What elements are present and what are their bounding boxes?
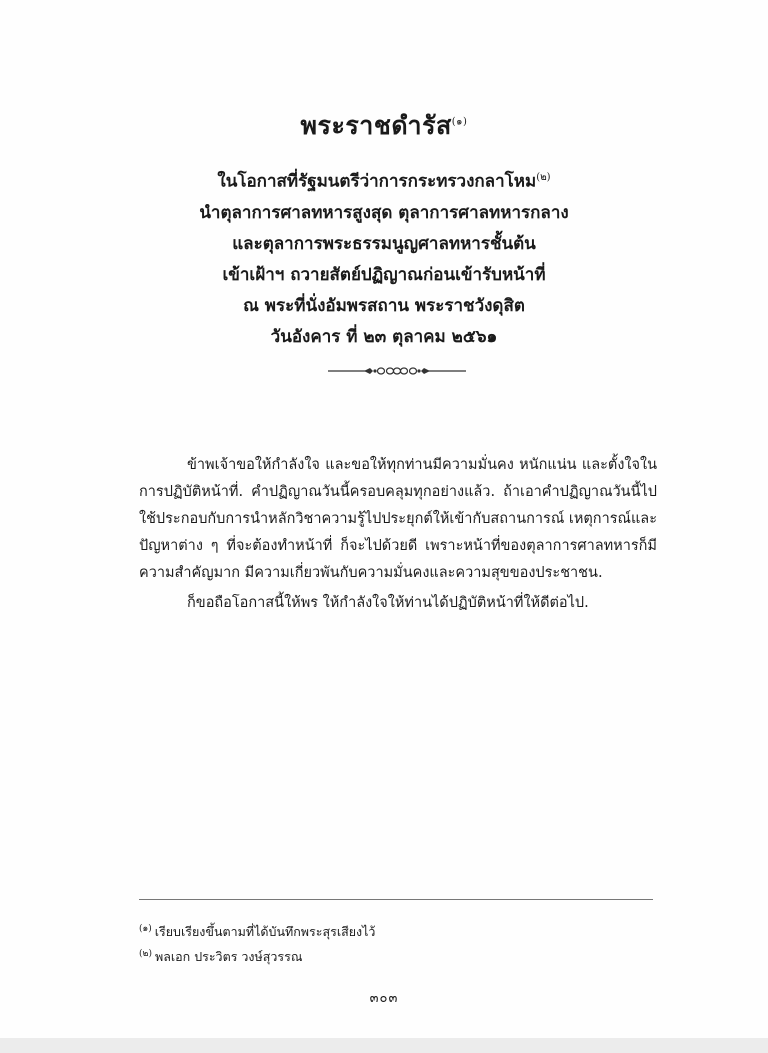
footnote-1-text: เรียบเรียงขึ้นตามที่ได้บันทึกพระสุรเสียงไว้: [154, 924, 376, 940]
speech-paragraph-1: ข้าพเจ้าขอให้กำลังใจ และขอให้ทุกท่านมีความมั่นคง หนักแน่น และตั้งใจในการปฏิบัติหน้าที่. คำปฏิญาณวันนี้ครอบคลุมทุกอย่างแล้ว. ถ้าเอาคำปฏิญาณวันนี้ไปใช้ประกอบกับการนำหลักวิชาความรู้ไปประยุกต์ให้เข้ากับสถานการณ์ เหตุการณ์และปัญหาต่าง ๆ ที่จะต้องทำหน้าที่ ก็จะไปด้วยดี เพราะหน้าที่ของตุลาการศาลทหารก็มีความสำคัญมาก มีความเกี่ยวพันกับความมั่นคงและความสุขของประชาชน.: [139, 457, 657, 581]
footnote-divider: [139, 899, 653, 900]
subtitle-footnote-mark: (๒): [536, 172, 551, 183]
footnote-2-mark: (๒): [139, 949, 152, 960]
occasion-subtitle: [0, 162, 768, 353]
bottom-edge-band: [0, 1038, 768, 1053]
subtitle-line-3: และตุลาการพระธรรมนูญศาลทหารชั้นต้น: [232, 233, 536, 254]
speech-paragraph-2: ก็ขอถือโอกาสนี้ให้พร ให้กำลังใจให้ท่านได้ปฏิบัติหน้าที่ให้ดีต่อไป.: [187, 595, 589, 611]
page-number: ๓๐๓: [369, 991, 399, 1006]
subtitle-line-2: นำตุลาการศาลทหารสูงสุด ตุลาการศาลทหารกลาง: [199, 202, 569, 223]
title-footnote-mark: (๑): [451, 116, 468, 128]
decorative-divider-ornament: [326, 361, 468, 381]
footnote-1: [139, 918, 657, 943]
speech-body: [139, 452, 657, 617]
subtitle-line-5: ณ พระที่นั่งอัมพรสถาน พระราชวังดุสิต: [243, 295, 525, 316]
footnotes: [139, 918, 657, 968]
page-title: [0, 106, 768, 146]
footnote-1-mark: (๑): [139, 924, 152, 934]
footnote-2: [139, 943, 657, 968]
subtitle-line-4: เข้าเฝ้าฯ ถวายสัตย์ปฏิญาณก่อนเข้ารับหน้าที่: [222, 264, 546, 285]
subtitle-line-1: ในโอกาสที่รัฐมนตรีว่าการกระทรวงกลาโหม$^{(๒)}$: [217, 171, 551, 192]
footnote-2-text: พลเอก ประวิตร วงษ์สุวรรณ: [154, 949, 303, 965]
title-text: พระราชดำรัส: [300, 111, 452, 140]
subtitle-line-6: วันอังคาร ที่ ๒๓ ตุลาคม ๒๕๖๑: [270, 326, 498, 347]
